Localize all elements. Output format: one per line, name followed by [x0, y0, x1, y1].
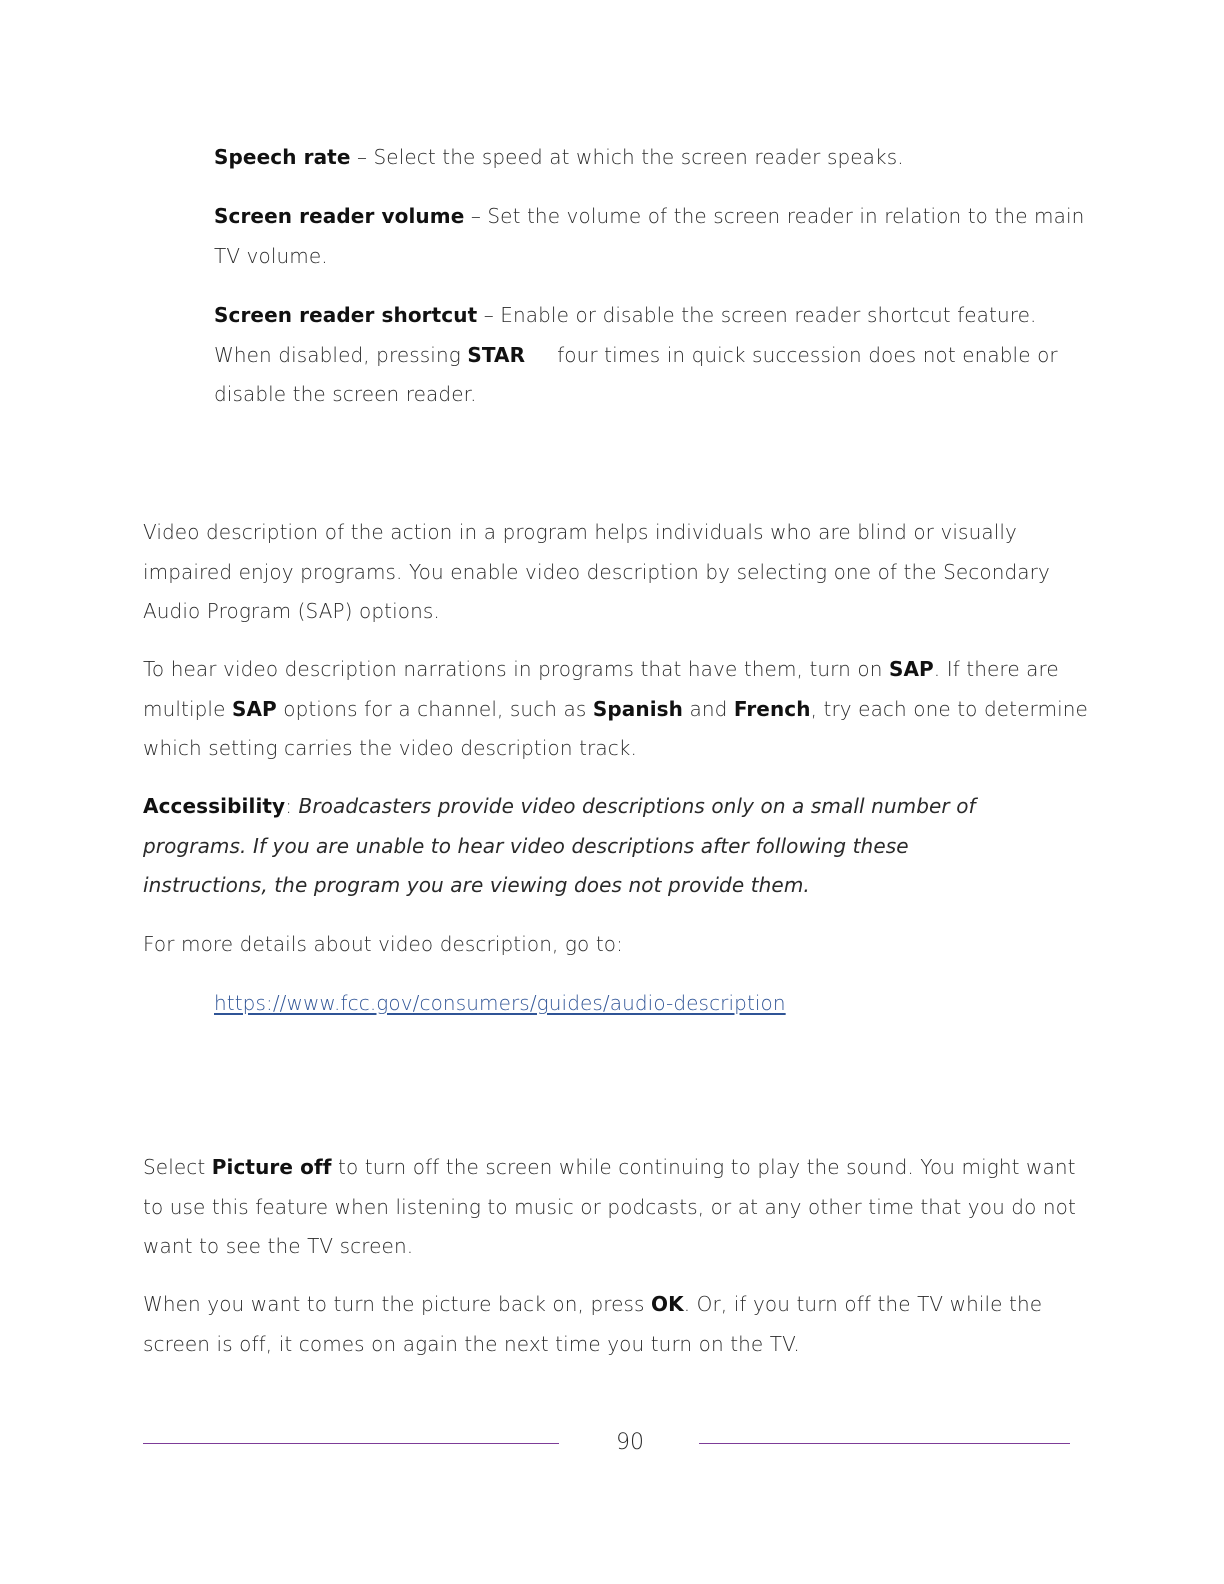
sap-term: SAP — [888, 657, 934, 681]
screen-reader-volume-term: Screen reader volume — [214, 204, 465, 228]
spanish-term: Spanish — [592, 696, 683, 721]
speech-rate-term: Speech rate — [214, 145, 351, 169]
star-key: STAR — [467, 342, 526, 367]
page-number: 90 — [616, 1430, 644, 1455]
screen-reader-volume-description: Set the volume of the screen reader in relation to the main TV volume. — [214, 204, 1085, 268]
text-run: to turn off the screen while continuing to play the sound. You might want to use this feature when listening to music or podcasts, or at any other time that you do not want to see the TV screen. — [143, 1155, 1076, 1258]
separator: : — [285, 794, 299, 818]
text-run: , try each one to determine which setting carries the video description track. — [143, 696, 1088, 760]
screen-reader-shortcut-item — [214, 296, 1084, 415]
picture-off-intro — [143, 1148, 1088, 1267]
fcc-audio-description-link[interactable]: https://www.fcc.gov/consumers/guides/audio-description — [214, 991, 786, 1015]
speech-rate-description: Select the speed at which the screen reader speaks. — [373, 145, 904, 169]
text-run: Select — [143, 1155, 212, 1179]
text-run: options for a channel, such as — [276, 696, 593, 721]
text-run: . Or, if you turn off the TV while the screen is off, it comes on again the next time you turn on the TV. — [143, 1292, 1043, 1356]
separator: – — [464, 204, 488, 228]
screen-reader-volume-item — [214, 197, 1094, 276]
picture-off-term: Picture off — [211, 1155, 332, 1179]
text-run: To hear video description narrations in programs that have them, turn on — [143, 657, 889, 681]
picture-back-on-paragraph — [143, 1285, 1088, 1364]
speech-rate-item — [214, 138, 1094, 178]
more-details-text: For more details about video description, go to: — [143, 932, 623, 956]
footer-rule-right — [699, 1443, 1070, 1444]
video-description-intro: Video description of the action in a program helps individuals who are blind or visually impaired enjoy programs. You enable video description by selecting one of the Secondary Audio Program (SAP) options. — [143, 520, 1050, 623]
text-run: and — [683, 696, 734, 721]
accessibility-note — [143, 787, 1023, 906]
sap-term: SAP — [231, 696, 277, 721]
text-run: When you want to turn the picture back on, press — [143, 1292, 652, 1316]
screen-reader-shortcut-description-part1: Enable or disable the screen reader shortcut feature. When disabled, pressing — [214, 303, 1037, 367]
video-description-sap-paragraph — [143, 650, 1088, 769]
french-term: French — [733, 696, 811, 721]
screen-reader-shortcut-description-part2: four times in quick succession does not enable or disable the screen reader. — [214, 342, 1058, 406]
fcc-link-paragraph — [214, 984, 1094, 1024]
footer-rule-left — [143, 1443, 559, 1444]
screen-reader-shortcut-term: Screen reader shortcut — [214, 303, 478, 327]
ok-key: OK — [651, 1292, 684, 1316]
accessibility-label: Accessibility — [143, 794, 286, 818]
accessibility-note-text: Broadcasters provide video descriptions only on a small number of programs. If you are unable to hear video descriptions after following these instructions, the program you are viewing does not provide them. — [143, 794, 976, 897]
separator: – — [350, 145, 374, 169]
text-run: . If there are multiple — [143, 657, 1059, 721]
separator: – — [477, 303, 501, 327]
